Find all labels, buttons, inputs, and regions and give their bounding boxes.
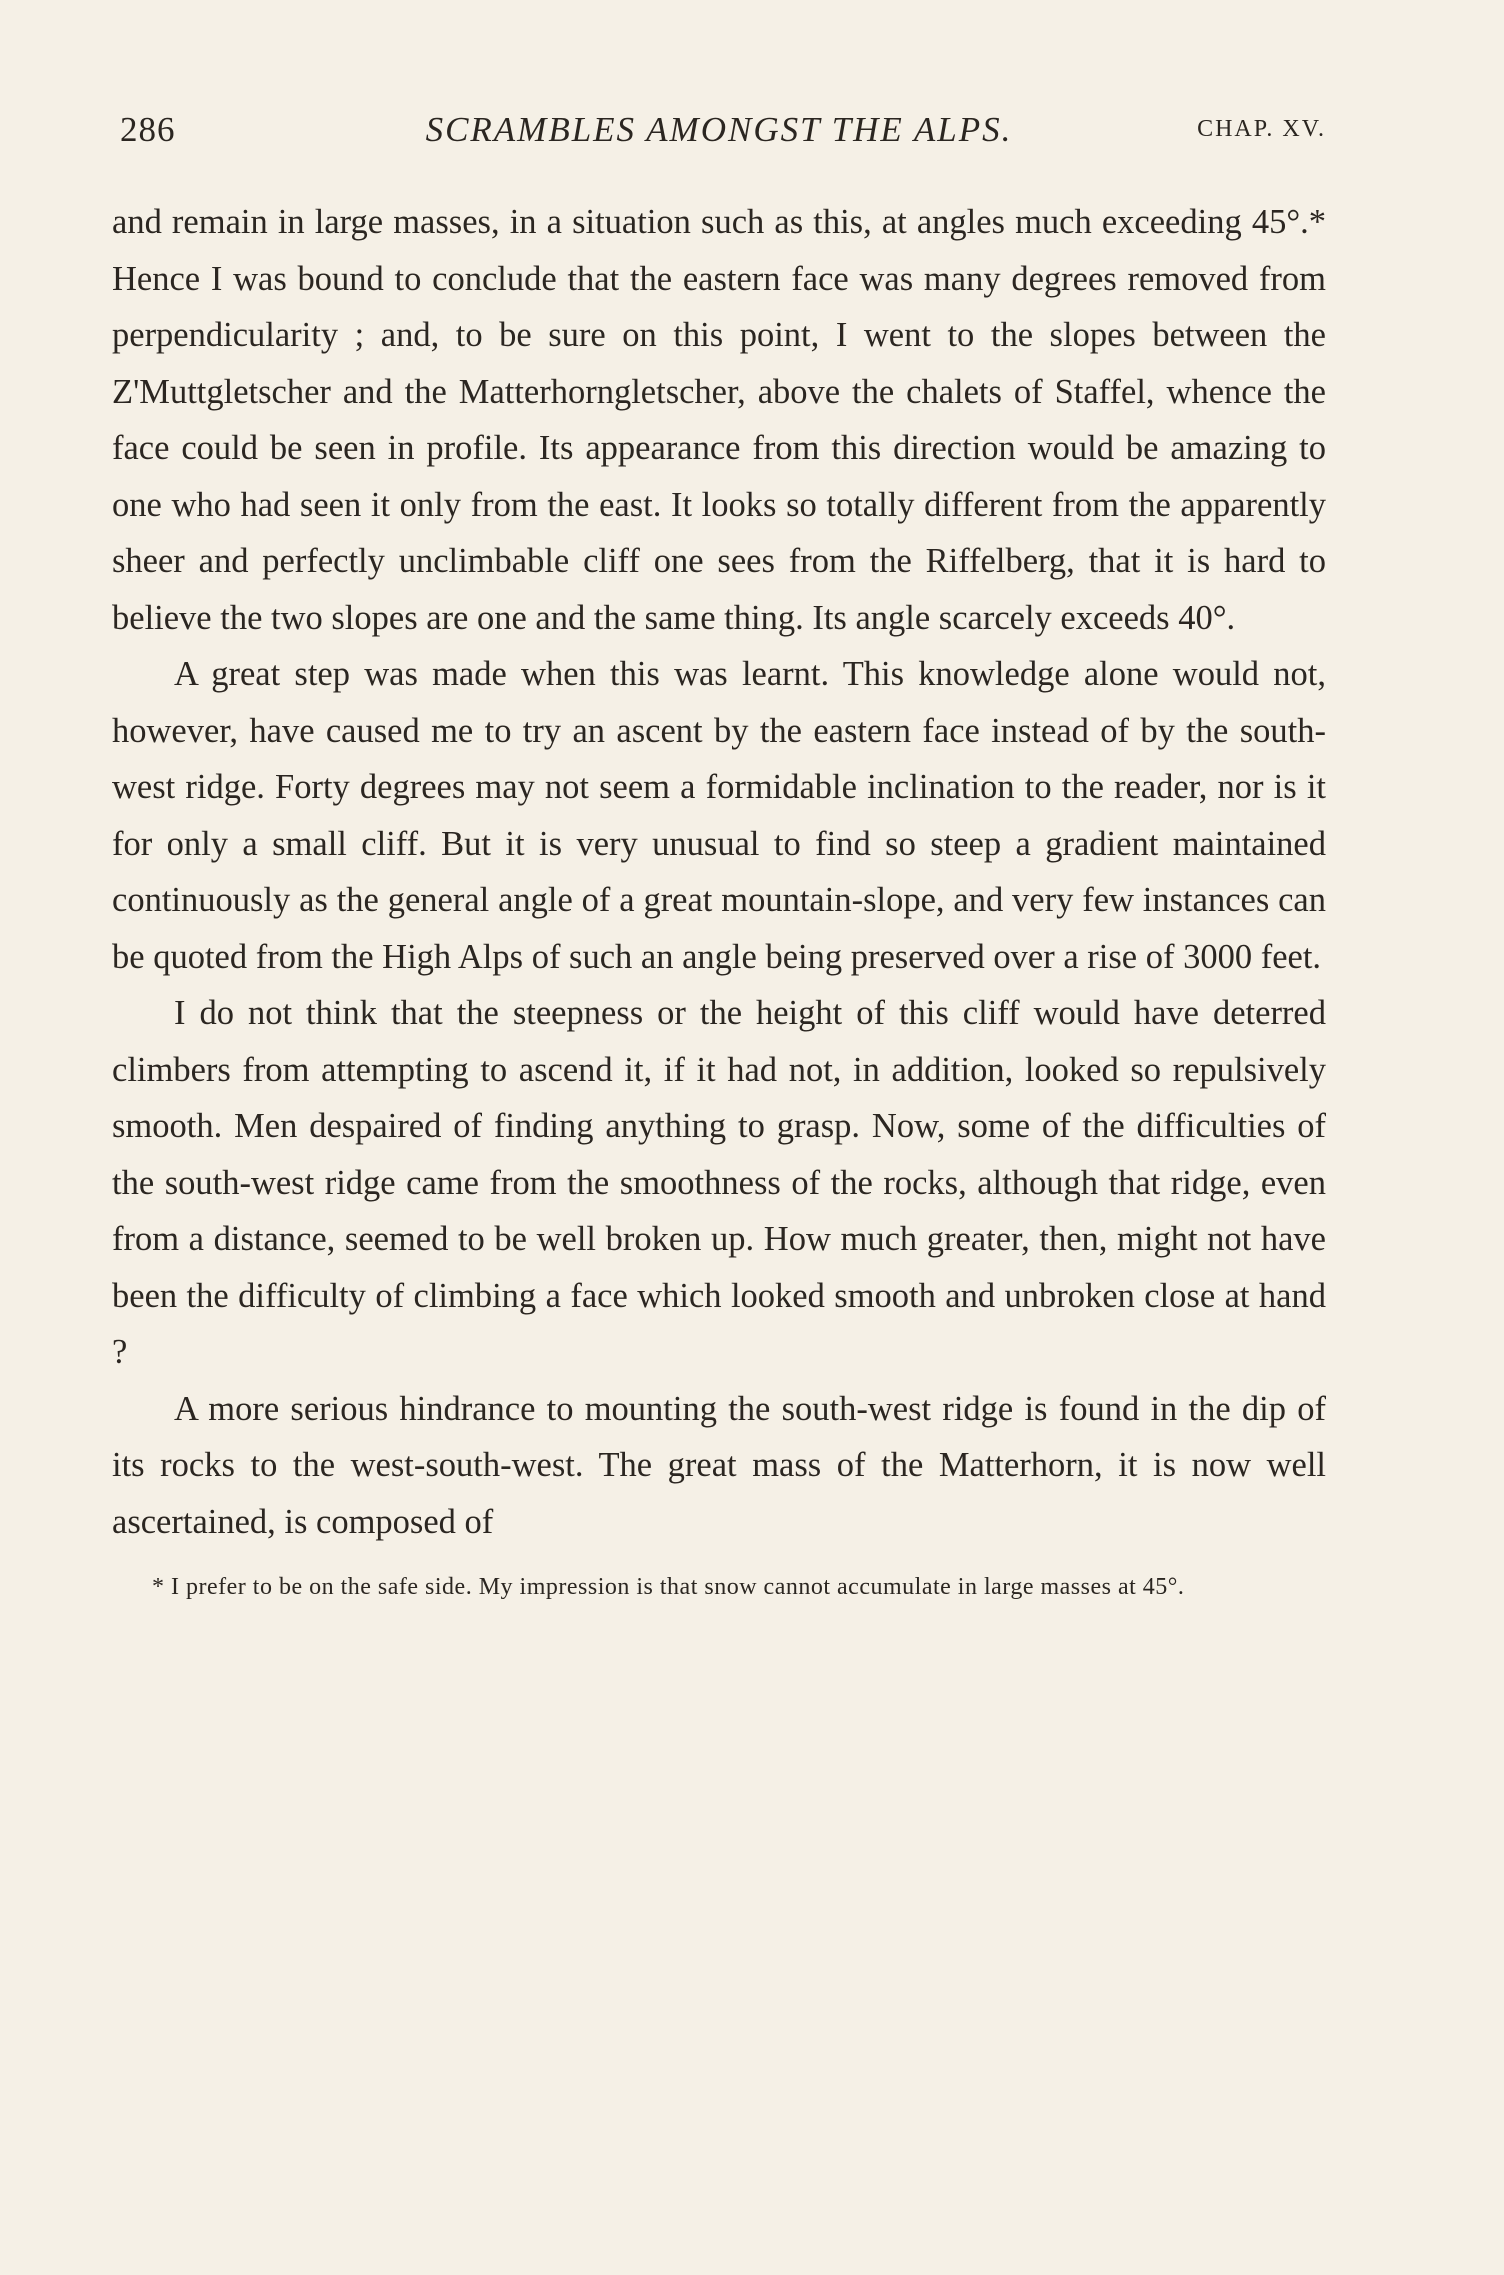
chapter-label: CHAP. XV. xyxy=(1197,116,1326,142)
running-title: SCRAMBLES AMONGST THE ALPS. xyxy=(425,110,1013,149)
paragraph: A more serious hindrance to mounting the south-west ridge is found in the dip of its rocks to the west-south-west. The great mass of the Matterhorn, it is now well ascertained, is composed of xyxy=(112,1389,1326,1541)
page-header xyxy=(112,100,1326,164)
paragraph: A great step was made when this was learnt. This knowledge alone would not, however, have caused me to try an ascent by the eastern face instead of by the south-west ridge. Forty degrees may not seem a formidable inclination to the reader, nor is it for only a small cliff. But it is very unusual to find so steep a gradient maintained continuously as the general angle of a great mountain-slope, and very few instances can be quoted from the High Alps of such an angle being preserved over a rise of 3000 feet. xyxy=(112,655,1326,976)
paragraph: I do not think that the steepness or the height of this cliff would have deterred climbers from attempting to ascend it, if it had not, in addition, looked so repulsively smooth. Men despaired of finding anything to grasp. Now, some of the difficulties of the south-west ridge came from the smoothness of the rocks, although that ridge, even from a distance, seemed to be well broken up. How much greater, then, might not have been the difficulty of climbing a face which looked smooth and unbroken close at hand ? xyxy=(112,994,1326,1371)
footnote xyxy=(112,1568,1326,1606)
paragraph: and remain in large masses, in a situation such as this, at angles much exceeding 45°.* Hence I was bound to conclude that the eastern face was many degrees removed from perpendicularity ; and, to be sure on this point, I went to the slopes between the Z'Muttgletscher and the Matterhorngletscher, above the chalets of Staffel, whence the face could be seen in profile. Its appearance from this direction would be amazing to one who had seen it only from the east. It looks so totally different from the apparently sheer and perfectly unclimbable cliff one sees from the Riffelberg, that it is hard to believe the two slopes are one and the same thing. Its angle scarcely exceeds 40°. xyxy=(112,203,1326,637)
body-text xyxy=(112,194,1326,1550)
book-page xyxy=(112,100,1326,2200)
footnote-text: * I prefer to be on the safe side. My impression is that snow cannot accumulate in large masses at 45°. xyxy=(152,1574,1185,1600)
page-number: 286 xyxy=(120,110,176,149)
